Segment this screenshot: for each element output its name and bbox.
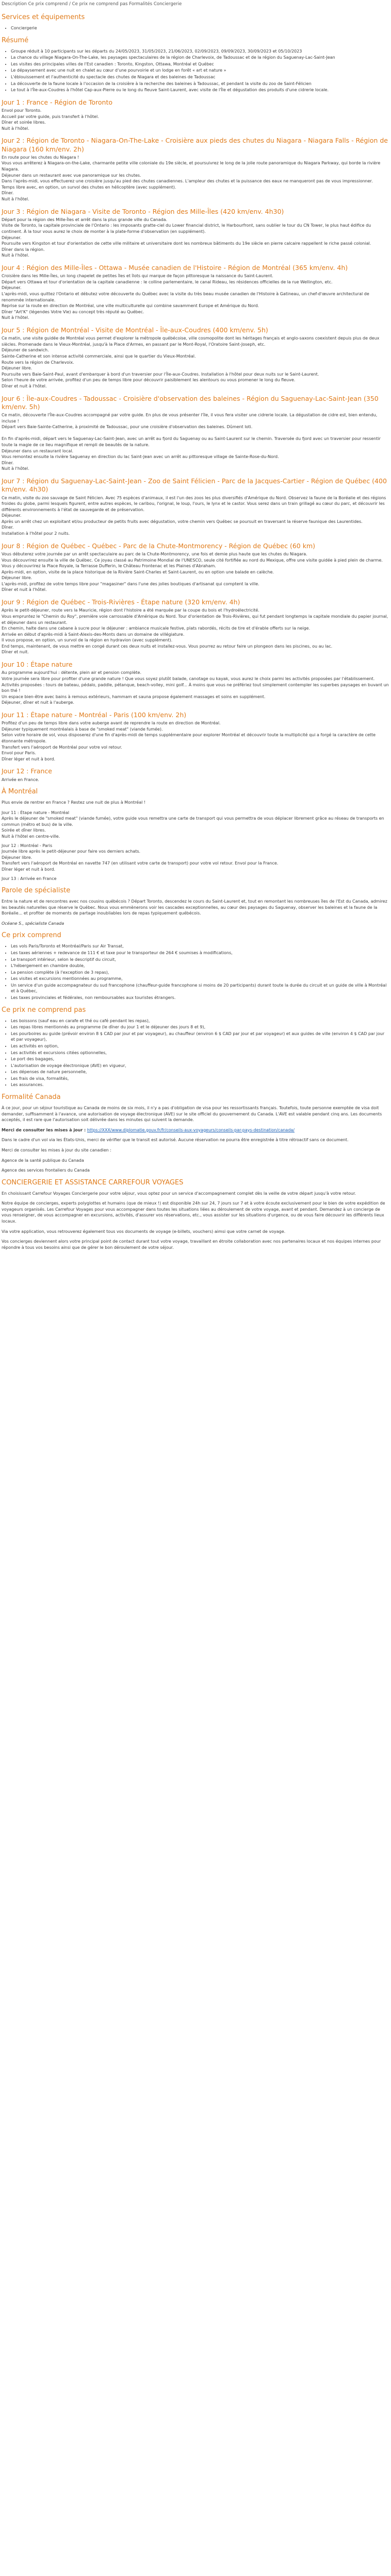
day-title: Jour 2 : Région de Toronto - Niagara-On-The-Lake - Croisière aux pieds des chutes du Niagara - Niagara Falls - Région de Niagara (160 km/env. 2h) — [2, 137, 388, 153]
specialist-text: Entre la nature et de rencontres avec nos cousins québécois ? Départ Toronto, descendez le cours du Saint-Laurent et, tout en remontant les nombreuses îles de l'Est du Canada, admirez les beautés naturelles que réserve le Québec. Nous vous emmènerons voir les cascades exceptionnelles, au cœur des paysages du Saguenay, observer les baleines et la faune de la Boréalie... et profiter de moments de partage inoubliables lors de repas typiquement québécois. — [2, 899, 387, 916]
day-body: Croisière dans les Mille-Îles, un long chapelet de petites îles et îlots qui marque de façon pittoresque la naissance du Saint-Laurent. Départ vers Ottawa et tour d'orientation de la capitale canadienne : le colline parlementaire, le canal Rideau, les résidences officielles de la rue Wellington, etc. Déjeuner. L'après-midi, vous quittez l'Ontario et débutez votre découverte du Québec avec la visite du très beau musée canadien de l'Histoire à Gatineau, un chef-d'œuvre architectural de renommée internationale. Reprise sur la route en direction de Montréal, une ville multiculturelle qui combine savamment Europe et Amérique du Nord. Dîner "Art'K" (légendes Votre Vie) au concept très réputé au Québec. Nuit à l'hôtel. — [2, 274, 369, 320]
price-excludes-section — [2, 1006, 389, 1088]
concierge-text: Notre équipe de concierges, experts polyglottes et humains (que de mieux !) est disponible 24h sur 24, 7 jours sur 7 et à votre écoute exclusivement pour le bien de votre expédition de voyageurs organisés. Les Carrefour Voyages pour vous accompagner dans toutes les situations liées au déroulement de votre voyage, avant et pendant. Demandez à un concierge de vous renseigner, de vous accompagner en excursions, activités, d'assurer vos réservations, etc., vous assister sur les situations d'urgence, ou de vous faire découvrir les différents lieux locaux. — [2, 1201, 385, 1224]
day-body: Ce matin, découverte l'Île-aux-Coudres accompagné par votre guide. En plus de vous présenter l'île, il vous fera visiter une cidrerie locale. La dégustation de cidre est, bien entendu, incluse ! Départ vers Baie-Sainte-Catherine, à proximité de Tadoussac, pour une croisière d'observation des baleines. Dûment loti. En fin d'après-midi, départ vers le Saguenay-Lac-Saint-Jean, avec un arrêt au fjord du Saguenay ou au Saint-Laurent sur le chemin. Traversée du fjord avec un traversier pour ressentir toute la magie de ce lieu magnifique et rempli de beautés de la nature. Déjeuner dans un restaurant local. Vous remontez ensuite la rivière Saguenay en direction du lac Saint-Jean avec un arrêt au pittoresque village de Sainte-Rose-du-Nord. Dîner. Nuit à l'hôtel. — [2, 413, 381, 471]
list-item: • Les vols Paris/Toronto et Montréal/Paris sur Air Transat, — [11, 943, 389, 950]
formalities-link[interactable]: https://XXX/www.diplomatie.gouv.fr/fr/conseils-aux-voyageurs/conseils-par-pays-destination/canada/ — [87, 1127, 295, 1132]
day-block — [2, 660, 389, 706]
day-body: En route pour les chutes du Niagara ! Vous vous arrêterez à Niagara-on-the-Lake, charmante petite ville coloniale du 19e siècle, et poursuivrez le long de la jolie route panoramique du Niagara Parkway, qui borde la rivière Niagara. Déjeuner dans un restaurant avec vue panoramique sur les chutes. Dans l'après-midi, vous effectuerez une croisière jusqu'au pied des chutes canadiennes. L'ampleur des chutes et la puissance des eaux ne manqueront pas de vous impressionner. Temps libre avec, en option, un survol des chutes en hélicoptère (avec supplément). Dîner. Nuit à l'hôtel. — [2, 155, 381, 201]
day-block — [2, 843, 389, 873]
services-title: Services et équipements — [2, 13, 85, 22]
day-body: Vous débuterez votre journée par un arrêt spectaculaire au parc de la Chute-Montmorency, une fois et demie plus haute que les chutes du Niagara. Vous découvrirez ensuite la ville de Québec. Ce joyau classé au Patrimoine Mondial de l'UNESCO, seule cité fortifiée au nord du Mexique, offre une visite guidée à pied plein de charme. Vous y découvrirez la Place Royale, la Terrasse Dufferin, le Château Frontenac et les Plaines d'Abraham. Après-midi, en option, visite de la place historique de la Rivière Saint-Charles et Saint-Laurent, ou en option une balade en calèche. Déjeuner libre. L'après-midi, profitez de votre temps libre pour "magasiner" dans l'une des jolies boutiques d'artisanat qui comptent la ville. Dîner et nuit à l'hôtel. — [2, 551, 383, 592]
list-item: • Le dépaysement avec une nuit en chalet au cœur d'une pourvoirie et un lodge en forêt « art et nature » — [11, 67, 389, 74]
day-title: Jour 5 : Région de Montréal - Visite de Montréal - Île-aux-Coudres (400 km/env. 5h) — [2, 326, 268, 334]
day-block — [2, 98, 389, 132]
resume-section — [2, 37, 389, 93]
day-title: Jour 8 : Région de Québec - Québec - Parc de la Chute-Montmorency - Région de Québec (60 km) — [2, 541, 316, 550]
day-title: Jour 6 : Île-aux-Coudres - Tadoussac - Croisière d'observation des baleines - Région du Saguenay-Lac-Saint-Jean (350 km/env. 5h) — [2, 394, 379, 411]
day-title: Jour 13 : Arrivée en France — [2, 876, 57, 881]
day-title: Jour 3 : Région de Niagara - Visite de Toronto - Région des Mille-Îles (420 km/env. 4h30) — [2, 207, 284, 215]
list-item: • La découverte de la faune locale à l'occasion de la croisière à la recherche des baleines à Tadoussac, et pendant la visite du zoo de Saint-Félicien — [11, 81, 389, 87]
list-item: • Les assurances. — [11, 1082, 389, 1088]
day-title: Jour 9 : Région de Québec - Trois-Rivières - Étape nature (320 km/env. 4h) — [2, 598, 240, 606]
itinerary — [2, 98, 389, 783]
specialist-title: Parole de spécialiste — [2, 887, 71, 895]
day-body: Départ pour la région des Mille-Îles et arrêt dans la plus grande ville du Canada. Visite de Toronto, la capitale provinciale de l'Ontario : les imposants gratte-ciel du Lower financial district, le Harbourfront, sans oublier le tour du CN Tower, le plus haut édifice du continent. À la tour vous aurez le choix de monter à la plate-forme d'observation (en supplément). Déjeuner. Poursuite vers Kingston et tour d'orientation de cette ville militaire et universitaire dont les nombreux bâtiments du 19e siècle en pierre calcaire rappellent le riche passé colonial. Dîner dans la région. Nuit à l'hôtel. — [2, 217, 371, 258]
day-title: Jour 10 : Étape nature — [2, 660, 73, 669]
day-title: Jour 4 : Région des Mille-Îles - Ottawa - Musée canadien de l'Histoire - Région de Montréal (365 km/env. 4h) — [2, 263, 348, 272]
list-item: • L'hébergement en chambre double, — [11, 963, 389, 969]
formalities-title: Formalité Canada — [2, 1093, 61, 1101]
page — [0, 0, 391, 1261]
price-includes-title: Ce prix comprend — [2, 931, 61, 940]
formalities-section — [2, 1093, 389, 1174]
formalities-link-label: Merci de consulter les mises à jour : — [2, 1127, 86, 1132]
list-item: • Conciergerie — [11, 25, 389, 31]
list-item: • Les visites des principales villes de l'Est canadien : Toronto, Kingston, Ottawa, Montréal et Québec — [11, 61, 389, 67]
formalities-agency-link[interactable]: Agence des services frontaliers du Canada — [2, 1168, 90, 1173]
list-item: • Les activités en option, — [11, 1043, 389, 1049]
formalities-text: À ce jour, pour un séjour touristique au Canada de moins de six mois, il n'y a pas d'obligation de visa pour les ressortissants français. Toutefois, toute personne exemptée de visa doit demander, suffisamment à l'avance, une autorisation de voyage électronique (AVE) sur le site officiel du gouvernement du Canada. L'AVE est valable pendant cinq ans. Les documents acceptés, il est rare que l'autorisation soit délivrée dans les minutes qui suivent la demande. — [2, 1105, 382, 1123]
services-list — [2, 25, 389, 31]
price-includes-list — [2, 943, 389, 1001]
concierge-text: En choisissant Carrefour Voyages Conciergerie pour votre séjour, vous optez pour un service d'accompagnement complet dès la veille de votre départ jusqu'à votre retour. — [2, 1191, 356, 1196]
day-title: Jour 12 : Montréal - Paris — [2, 843, 53, 848]
resume-title: Résumé — [2, 36, 29, 44]
list-item: • Les repas libres mentionnés au programme (le dîner du jour 1 et le déjeuner des jours 8 et 9), — [11, 1024, 389, 1030]
day-block — [2, 395, 389, 472]
specialist-signature: Océane S., spécialiste Canada — [2, 921, 64, 926]
list-item: • La pension complète (à l'exception de 3 repas), — [11, 970, 389, 976]
concierge-text: Via votre application, vous retrouverez également tous vos documents de voyage (e-billets, vouchers) aimsi que votre carnet de voyage. — [2, 1229, 286, 1234]
formalities-link-line — [2, 1127, 389, 1133]
list-item: • Les frais de visa, formalités, — [11, 1076, 389, 1082]
concierge-section — [2, 1179, 389, 1251]
day-title: Jour 1 : France - Région de Toronto — [2, 98, 113, 106]
list-item: • Un service d'un guide accompagnateur du sud francophone (chauffeur-guide francophone si moins de 20 participants) durant toute la durée du circuit et un guide de ville à Montréal et à Québec, — [11, 982, 389, 994]
services-section — [2, 13, 389, 31]
formalities-agency-link[interactable]: Agence de la santé publique du Canada — [2, 1158, 84, 1163]
day-title: Jour 11 : Étape nature - Montréal — [2, 810, 70, 815]
day-body: Envol pour Toronto. Accueil par votre guide, puis transfert à l'hôtel. Dîner et soirée libres. Nuit à l'hôtel. — [2, 108, 99, 131]
list-item: • Groupe réduit à 10 participants sur les départs du 24/05/2023, 31/05/2023, 21/06/2023, 02/09/2023, 09/09/2023, 30/09/2023 et 05/10/2023 — [11, 48, 389, 55]
day-block — [2, 810, 389, 840]
day-title: Jour 11 : Étape nature - Montréal - Paris (100 km/env. 2h) — [2, 710, 187, 719]
concierge-text: Vos concierges deviennent alors votre principal point de contact durant tout votre voyage, travaillant en étroite collaboration avec nos partenaires locaux et nos équipes internes pour répondre à tous vos besoins ainsi que de gérer le bon déroulement de votre séjour. — [2, 1239, 381, 1250]
specialist-section — [2, 887, 389, 926]
extension-title: À Montréal — [2, 788, 38, 796]
list-item: • Les taxes provinciales et fédérales, non remboursables aux touristes étrangers. — [11, 995, 389, 1001]
list-item: • La chance du village Niagara-On-The-Lake, les paysages spectaculaires de la région de Charlevoix, de Tadoussac et de la région du Saguenay-Lac-Saint-Jean — [11, 55, 389, 61]
formalities-text: Merci de consulter les mises à jour du site canadien : — [2, 1147, 111, 1153]
price-excludes-title: Ce prix ne comprend pas — [2, 1006, 86, 1014]
extension-intro: Plus envie de rentrer en France ? Restez une nuit de plus à Montréal ! — [2, 800, 146, 805]
list-item: • Les pourboires au guide (prévoir environ 8 $ CAD par jour et par voyageur), au chauffeur (environ 6 $ CAD par jour et par voyageur) et aux guides de ville (environ 4 $ CAD par jour et par voyageur), — [11, 1031, 389, 1043]
list-item: • Les boissons (sauf eau en carafe et thé ou café pendant les repas), — [11, 1018, 389, 1024]
list-item: • Le transport intérieur, selon le descriptif du circuit, — [11, 957, 389, 963]
day-block — [2, 598, 389, 655]
day-body: Arrivée en France. — [2, 777, 39, 782]
day-block — [2, 767, 389, 783]
day-body: Profitez d'un peu de temps libre dans votre auberge avant de reprendre la route en direction de Montréal. Déjeuner typiquement montréalais à base de "smoked meat" (viande fumée). Selon votre horaire de vol, vous disposerez d'une fin d'après-midi de temps supplémentaire pour explorer Montréal et découvrir toute la multiplicité qui a forgé la caractère de cette étonnante métropole. Transfert vers l'aéroport de Montréal pour votre vol retour. Envol pour Paris. Dîner léger et nuit à bord. — [2, 721, 376, 761]
day-block — [2, 208, 389, 259]
list-item: • L'autorisation de voyage électronique (AVE) en vigueur, — [11, 1063, 389, 1069]
day-block — [2, 711, 389, 762]
breadcrumb[interactable]: Description Ce prix comprend / Ce prix ne comprend pas Formalités Conciergerie — [2, 2, 182, 7]
day-body: Journée libre après le petit-déjeuner pour faire vos derniers achats. Déjeuner libre. Transfert vers l'aéroport de Montréal en navette 747 (en utilisant votre carte de transport) pour votre vol retour. Envol pour la France. Dîner léger et nuit à bord. — [2, 849, 279, 872]
day-body: Ce matin, une visite guidée de Montréal vous permet d'explorer la métropole québécoise, ville cosmopolite dont les héritages français et anglo-saxons coexistent depuis plus de deux siècles. Promenade dans le Vieux-Montréal, jusqu'à la Place d'Armes, en passant par le Mont-Royal, l'Oratoire Saint-Joseph, etc. Déjeuner de sandwich. Sainte-Catherine et son intense activité commerciale, ainsi que le quartier du Vieux-Montréal. Route vers la région de Charlevoix. Déjeuner libre. Poursuite vers Baie-Saint-Paul, avant d'embarquer à bord d'un traversier pour l'Île-aux-Coudres. Installation à l'hôtel pour deux nuits sur le Saint-Laurent. Selon l'heure de votre arrivée, profitez d'un peu de temps libre pour découvrir paisiblement les alentours ou vous promener le long du fleuve. Dîner et nuit à l'hôtel. — [2, 336, 380, 388]
resume-list — [2, 48, 389, 93]
day-body: Après le déjeuner de "smoked meat" (viande fumée), votre guide vous remettra une carte de transport qui vous permettra de vous déplacer librement grâce au réseau de transports en commun (métro et bus) de la ville. Soirée et dîner libres. Nuit à l'hôtel en centre-ville. — [2, 816, 384, 839]
montreal-extension — [2, 788, 389, 882]
day-body: Ce matin, visite du zoo sauvage de Saint Félicien. Avec 75 espèces d'animaux, il est l'un des zoos les plus diversifiés d'Amérique du Nord. Observez la faune de la Boréalie et des régions froides du globe, parmi lesquels figurent, entre autres espèces, le caribou, l'orignal, le loup, l'ours, le lynx et le castor. Vous serez dans un train grillagé au cœur du parc, et découvrir les différents environnements à l'état de sauvegarde et de préservation. Déjeuner. Après un arrêt chez un exploitant et/ou producteur de petits fruits avec dégustation, votre chemin vers Québec se poursuit en traversant la réserve faunique des Laurentides. Dîner. Installation à l'hôtel pour 2 nuits. — [2, 495, 386, 536]
formalities-text: Dans le cadre d'un vol via les États-Unis, merci de vérifier que le transit est autorisé. Aucune réservation ne pourra être enregistrée à titre rétroactif sans ce document. — [2, 1138, 349, 1143]
day-block — [2, 876, 389, 882]
price-includes-section — [2, 931, 389, 1001]
day-title: Jour 12 : France — [2, 767, 52, 775]
price-excludes-list — [2, 1018, 389, 1089]
list-item: • Les activités et excursions citées optionnelles, — [11, 1050, 389, 1056]
day-body: Après le petit-déjeuner, route vers la Mauricie, région dont l'histoire a été marquée par la coupe du bois et l'hydroélectricité. Vous empruntez le "Chemin du Roy", première voie carrossable d'Amérique du Nord. Tour d'orientation de Trois-Rivières, qui fut pendant longtemps la capitale mondiale du papier journal, et déjeuner dans un restaurant. En chemin, halte dans une cabane à sucre pour le déjeuner : ambiance musicale festive, plats rabordés, récits de tire et d'érable offerts sur la neige. Arrivée en début d'après-midi à Saint-Alexis-des-Monts dans un domaine de villégiature. Il vous propose, en option, un survol de la région en hydravion (avec supplément). End temps, maintenant, de vous mettre en congé durant ces deux nuits et installez-vous. Vous pourrez au retour faire un plongeon dans les piscines, ou au lac. Dîner et nuit. — [2, 608, 388, 655]
day-block — [2, 326, 389, 389]
list-item: • L'éblouissement et l'authenticité du spectacle des chutes de Niagara et des baleines de Tadoussac — [11, 74, 389, 80]
day-title: Jour 7 : Région du Saguenay-Lac-Saint-Jean - Zoo de Saint Félicien - Parc de la Jacques-Cartier - Région de Québec (400 km/env. 4h30) — [2, 477, 387, 494]
day-block — [2, 477, 389, 537]
list-item: • Le port des bagages, — [11, 1056, 389, 1062]
list-item: • Les dépenses de nature personnelle, — [11, 1069, 389, 1075]
day-block — [2, 542, 389, 593]
list-item: • Les taxes aériennes + redevance de 111 € et taxe pour le transporteur de 264 € soumises à modifications, — [11, 950, 389, 956]
day-block — [2, 264, 389, 321]
concierge-title: CONCIERGERIE ET ASSISTANCE CARREFOUR VOYAGES — [2, 1178, 184, 1187]
list-item: • Les visites et excursions mentionnées au programme, — [11, 976, 389, 982]
list-item: • Le tout à l'Île-aux-Coudres à l'hôtel Cap-aux-Pierre ou le long du fleuve Saint-Laurent, avec visite de l'Île et dégustation des produits d'une cidrerie locale. — [11, 87, 389, 93]
day-block — [2, 137, 389, 202]
day-body: Au programme aujourd'hui : détente, plein air et pension complète. Votre journée sera libre pour profiter d'une grande nature ! Que vous soyez plutôt balade, canotage ou kayak, vous aurez le choix parmi les activités proposées par l'établissement. Activités proposées : tours de bateau, pédalo, paddle, pétanque, beach-volley, mini golf... À moins que vous ne préfériez tout simplement contempler les superbes paysages en buvant un bon thé ! Un espace bien-être avec bains à remous extérieurs, hammam et sauna propose également massages et soins en supplément. Déjeuner, dîner et nuit à l'auberge. — [2, 670, 389, 705]
